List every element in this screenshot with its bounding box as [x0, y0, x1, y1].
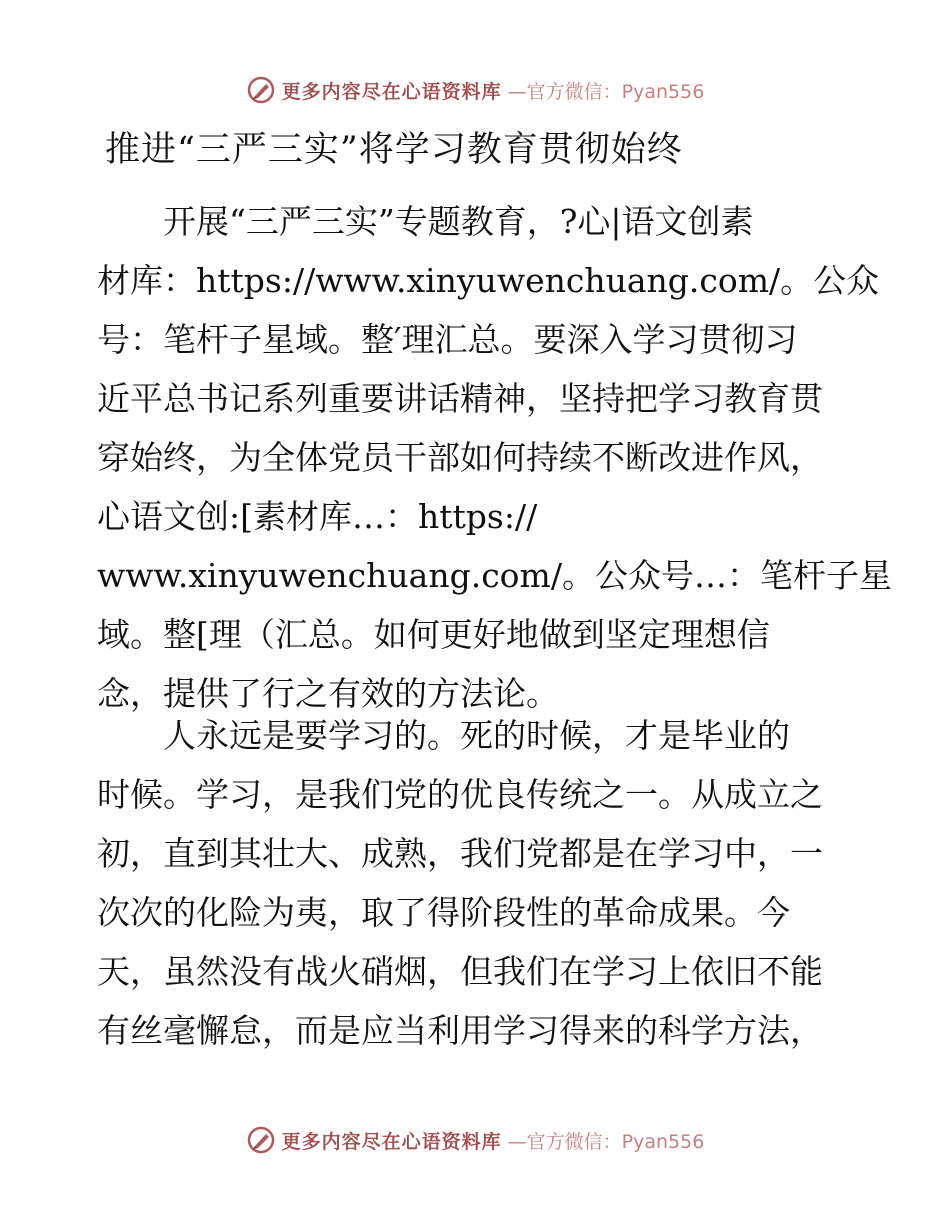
paragraph-line: 人永远是要学习的。死的时候，才是毕业的: [97, 716, 790, 755]
paragraph-line: 材库：https://www.xinyuwenchuang.com/。公众: [97, 261, 880, 300]
paragraph-line: 次次的化险为夷，取了得阶段性的革命成果。今: [97, 893, 790, 932]
paragraph-line: 号：笔杆子星域。整′理汇总。要深入学习贯彻习: [97, 320, 798, 359]
paragraph-1: [97, 192, 892, 723]
banner-brand-text: 更多内容尽在心语资料库: [281, 80, 502, 103]
footer-banner: [0, 1122, 950, 1158]
header-banner: [0, 72, 950, 108]
banner-wechat-text: —官方微信：Pyan556: [507, 80, 705, 103]
paragraph-line: 开展“三严三实”专题教育，?心|语文创素: [97, 202, 754, 241]
paragraph-line: 念，提供了行之有效的方法论。: [97, 674, 559, 713]
paragraph-line: 穿始终，为全体党员干部如何持续不断改进作风，: [97, 438, 823, 477]
paragraph-line: 时候。学习，是我们党的优良传统之一。从成立之: [97, 775, 823, 814]
paragraph-line: 天，虽然没有战火硝烟，但我们在学习上依旧不能: [97, 952, 823, 991]
paragraph-line: 域。整[理（汇总。如何更好地做到坚定理想信: [97, 615, 770, 654]
paragraph-line: 心语文创:[素材库…：https://: [97, 497, 538, 536]
banner-brand-text: 更多内容尽在心语资料库: [281, 1130, 502, 1153]
document-title: 推进“三严三实”将学习教育贯彻始终: [105, 130, 683, 170]
paragraph-line: 近平总书记系列重要讲话精神，坚持把学习教育贯: [97, 379, 823, 418]
paragraph-line: 初，直到其壮大、成熟，我们党都是在学习中，一: [97, 834, 823, 873]
paragraph-2: [97, 706, 857, 1060]
pen-logo-icon: [246, 75, 276, 105]
paragraph-line: 有丝毫懈怠，而是应当利用学习得来的科学方法，: [97, 1011, 823, 1050]
pen-logo-icon: [246, 1125, 276, 1155]
paragraph-line: www.xinyuwenchuang.com/。公众号…：笔杆子星: [97, 556, 892, 595]
banner-wechat-text: —官方微信：Pyan556: [507, 1130, 705, 1153]
